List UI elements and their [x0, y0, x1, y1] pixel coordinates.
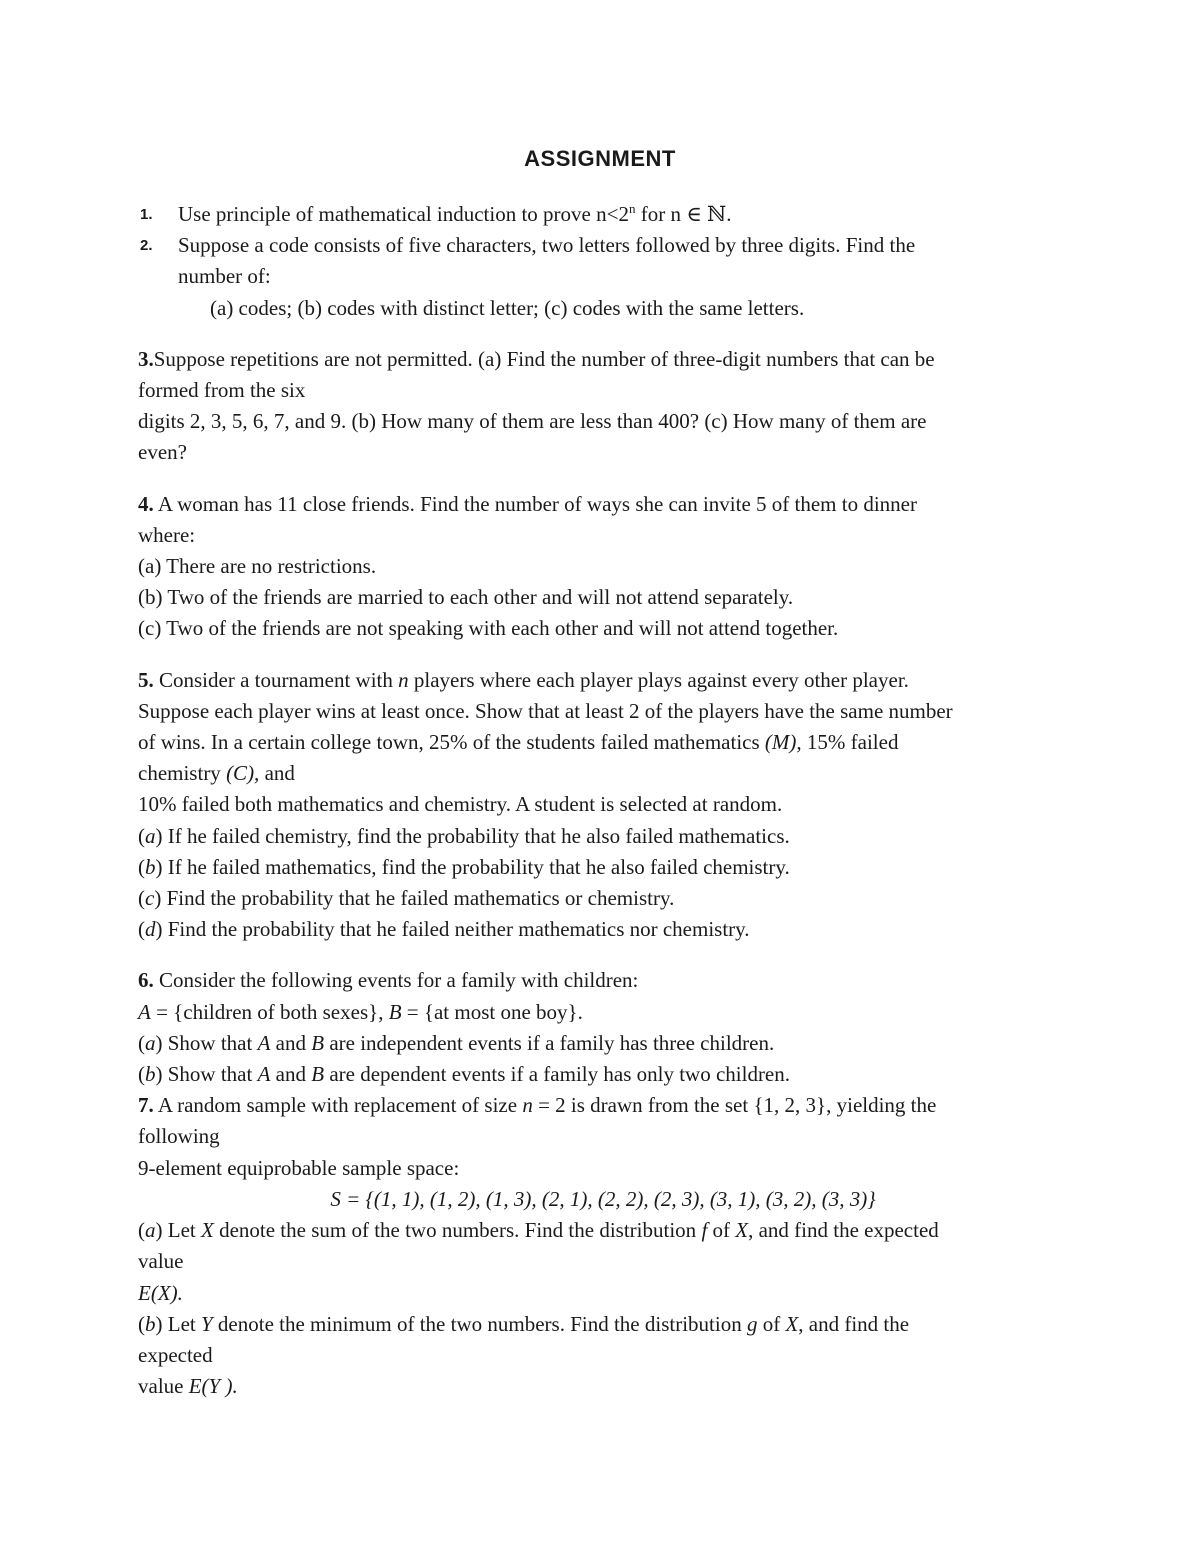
question-1 — [138, 199, 1068, 230]
question-number: 5. — [138, 667, 154, 692]
question-3: 3.Suppose repetitions are not permitted. (a) Find the number of three-digit numbers that can be formed from the six digits 2, 3, 5, 6, 7, and 9. (b) How many of them are less than 400? (c) How many of them are even? — [138, 346, 935, 465]
question-text: Suppose a code consists of five characters, two letters followed by three digits. Find the number of: — [178, 233, 916, 289]
question-number: 6. — [138, 968, 154, 993]
part-a: (a) If he failed chemistry, find the probability that he also failed mathematics. — [138, 823, 790, 848]
part-b: (b) Two of the friends are married to each other and will not attend separately. — [138, 585, 794, 610]
question-number: 1. — [140, 206, 153, 223]
page-title: ASSIGNMENT — [524, 146, 676, 171]
question-number: 7. — [138, 1093, 154, 1118]
question-text: Use principle of mathematical induction to prove $n<2^n$ for n ∈ ℕ. — [178, 201, 732, 226]
sample-space-set: S = {(1, 1), (1, 2), (1, 3), (2, 1), (2, 2), (2, 3), (3, 1), (3, 2), (3, 3)} — [330, 1186, 876, 1211]
part-c: (c) Find the probability that he failed mathematics or chemistry. — [138, 886, 675, 911]
part-a: (a) Let X denote the sum of the two numbers. Find the distribution f of X, and find the expected — [138, 1218, 939, 1243]
question-number: 2. — [140, 237, 153, 255]
part-b: (b) Show that A and B are dependent events if a family has only two children. — [138, 1062, 791, 1087]
assignment-body — [138, 199, 1068, 1402]
question-6: 6. Consider the following events for a family with children: A = {children of both sexes}, B = {at most one boy}. (a) Show that A and B are independent events if a family has three children. (b) Show that A and B are dependent events if a family has only two children. — [138, 965, 1068, 1090]
part-c: (c) Two of the friends are not speaking with each other and will not attend together. — [138, 616, 839, 641]
question-number: 4. — [138, 491, 154, 516]
question-7: 7. A random sample with replacement of size n = 2 is drawn from the set {1, 2, 3}, yielding the following 9-element equiprobable sample space: S = {(1, 1), (1, 2), (1, 3), (2, 1), (2, 2), (2, 3), (3, 1), (3, 2), (3, 3)} (a) Let X denote the sum of the two numbers. Find the distribution f of X, and find the expected value E(X). (b) Let Y denote the minimum of the two numbers. Find the distribution g of X, and find the expected value E(Y ). — [138, 1090, 1068, 1402]
question-number: 3. — [138, 346, 154, 371]
part-a: (a) There are no restrictions. — [138, 554, 377, 579]
question-4: 4. A woman has 11 close friends. Find the number of ways she can invite 5 of them to dinner where: (a) There are no restrictions. (b) Two of the friends are married to each other and will not attend separately. (c) Two of the friends are not speaking with each other and will not attend together. — [138, 489, 1068, 645]
part-d: (d) Find the probability that he failed neither mathematics nor chemistry. — [138, 917, 750, 942]
question-2-parts: (a) codes; (b) codes with distinct letter; (c) codes with the same letters. — [210, 295, 805, 320]
question-5: 5. Consider a tournament with n players where each player plays against every other player. Suppose each player wins at least once. Show that at least 2 of the players have the same number of wins. In a certain college town, 25% of the students failed mathematics (M), 15% failed chemistry (C), and 10% failed both mathematics and chemistry. A student is selected at random. (a) If he failed chemistry, find the probability that he also failed mathematics. (b) If he failed mathematics, find the probability that he also failed chemistry. (c) Find the probability that he failed mathematics or chemistry. (d) Find the probability that he failed neither mathematics nor chemistry. — [138, 665, 1068, 946]
part-b: (b) If he failed mathematics, find the probability that he also failed chemistry. — [138, 854, 790, 879]
part-a: (a) Show that A and B are independent events if a family has three children. — [138, 1030, 775, 1055]
question-2 — [138, 230, 1068, 292]
part-b: (b) Let Y denote the minimum of the two numbers. Find the distribution g of X, and find the — [138, 1311, 910, 1336]
